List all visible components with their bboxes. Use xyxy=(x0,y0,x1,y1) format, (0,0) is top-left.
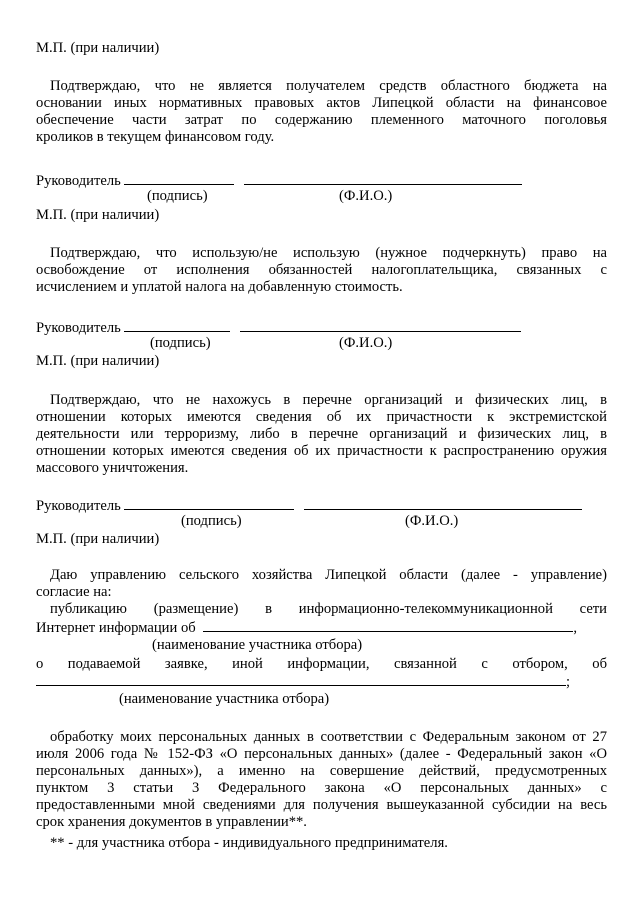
paragraph-line: деятельности или терроризму, либо в перечне организаций и физических лиц, в xyxy=(36,426,607,442)
signature-row xyxy=(36,496,582,513)
signature-caption: (подпись) xyxy=(147,188,208,204)
manager-label: Руководитель xyxy=(36,498,121,514)
paragraph-line: освобождение от исполнения обязанностей налогоплательщика, связанных с xyxy=(36,262,607,278)
paragraph-line: Подтверждаю, что не нахожусь в перечне организаций и физических лиц, в xyxy=(50,392,607,408)
internet-info-suffix: , xyxy=(573,620,577,636)
paragraph-line: июля 2006 года № 152-ФЗ «О персональных данных» (далее - Федеральный закон «О xyxy=(36,746,607,762)
consent-intro xyxy=(36,567,607,618)
paragraph-line: исчислением и уплатой налога на добавленную стоимость. xyxy=(36,279,403,295)
manager-label: Руководитель xyxy=(36,320,121,336)
participant-caption: (наименование участника отбора) xyxy=(152,637,363,653)
paragraph-line: обработку моих персональных данных в соответствии с Федеральным законом от 27 xyxy=(50,729,607,745)
submitted-info xyxy=(36,656,607,673)
signature-row xyxy=(36,171,522,188)
paragraph-line: отношении которых имеются сведения об их причастности к экстремистской xyxy=(36,409,607,425)
paragraph-line: персональных данных»), а именно на совершение действий, предусмотренных xyxy=(36,763,607,779)
internet-info-row xyxy=(36,618,577,635)
paragraph-line: массового уничтожения. xyxy=(36,460,189,476)
participant-name-line[interactable] xyxy=(36,672,566,686)
fio-caption: (Ф.И.О.) xyxy=(339,335,393,351)
fio-line[interactable] xyxy=(304,496,582,510)
signature-caption: (подпись) xyxy=(150,335,211,351)
consent-publication-line: публикацию (размещение) в информационно-телекоммуникационной сети xyxy=(50,601,607,617)
signature-line[interactable] xyxy=(124,496,294,510)
paragraph-vat xyxy=(36,245,607,296)
stamp-label: М.П. (при наличии) xyxy=(36,353,160,369)
paragraph-line: Подтверждаю, что использую/не использую (нужное подчеркнуть) право на xyxy=(50,245,607,261)
consent-line: Даю управлению сельского хозяйства Липецкой области (далее - управление) xyxy=(50,567,607,583)
paragraph-personal-data xyxy=(36,729,607,831)
fio-line[interactable] xyxy=(244,171,522,185)
paragraph-line: основании иных нормативных правовых актов Липецкой области на финансовое xyxy=(36,95,607,111)
paragraph-line: кроликов в текущем финансовом году. xyxy=(36,129,275,145)
paragraph-line: Подтверждаю, что не является получателем средств областного бюджета на xyxy=(50,78,607,94)
paragraph-not-recipient xyxy=(36,78,607,146)
footnote: ** - для участника отбора - индивидуального предпринимателя. xyxy=(50,835,448,851)
paragraph-line: пунктом 3 статьи 3 Федерального закона «О персональных данных» с xyxy=(36,780,607,796)
manager-label: Руководитель xyxy=(36,173,121,189)
fio-caption: (Ф.И.О.) xyxy=(339,188,393,204)
signature-line[interactable] xyxy=(124,171,234,185)
fio-line[interactable] xyxy=(240,318,521,332)
consent-line: согласие на: xyxy=(36,584,112,600)
paragraph-line: срок хранения документов в управлении**. xyxy=(36,814,307,830)
signature-line[interactable] xyxy=(124,318,230,332)
paragraph-line: предоставленными мной сведениями для получения вышеуказанной субсидии на весь xyxy=(36,797,607,813)
paragraph-extremism xyxy=(36,392,607,477)
stamp-label: М.П. (при наличии) xyxy=(36,531,160,547)
submitted-line: о подаваемой заявке, иной информации, связанной с отбором, об xyxy=(36,656,607,672)
stamp-label: М.П. (при наличии) xyxy=(36,207,160,223)
stamp-label: М.П. (при наличии) xyxy=(36,40,160,56)
fio-caption: (Ф.И.О.) xyxy=(405,513,459,529)
participant-name-line[interactable] xyxy=(203,618,573,632)
paragraph-line: обеспечение части затрат по содержанию племенного маточного поголовья xyxy=(36,112,607,128)
submitted-suffix: ; xyxy=(566,674,571,690)
paragraph-line: отношении которых имеются сведения об их причастности к распространению оружия xyxy=(36,443,607,459)
participant-caption: (наименование участника отбора) xyxy=(119,691,330,707)
signature-row xyxy=(36,318,521,335)
signature-caption: (подпись) xyxy=(181,513,242,529)
submitted-blank-row xyxy=(36,672,570,689)
internet-info-label: Интернет информации об xyxy=(36,620,196,636)
